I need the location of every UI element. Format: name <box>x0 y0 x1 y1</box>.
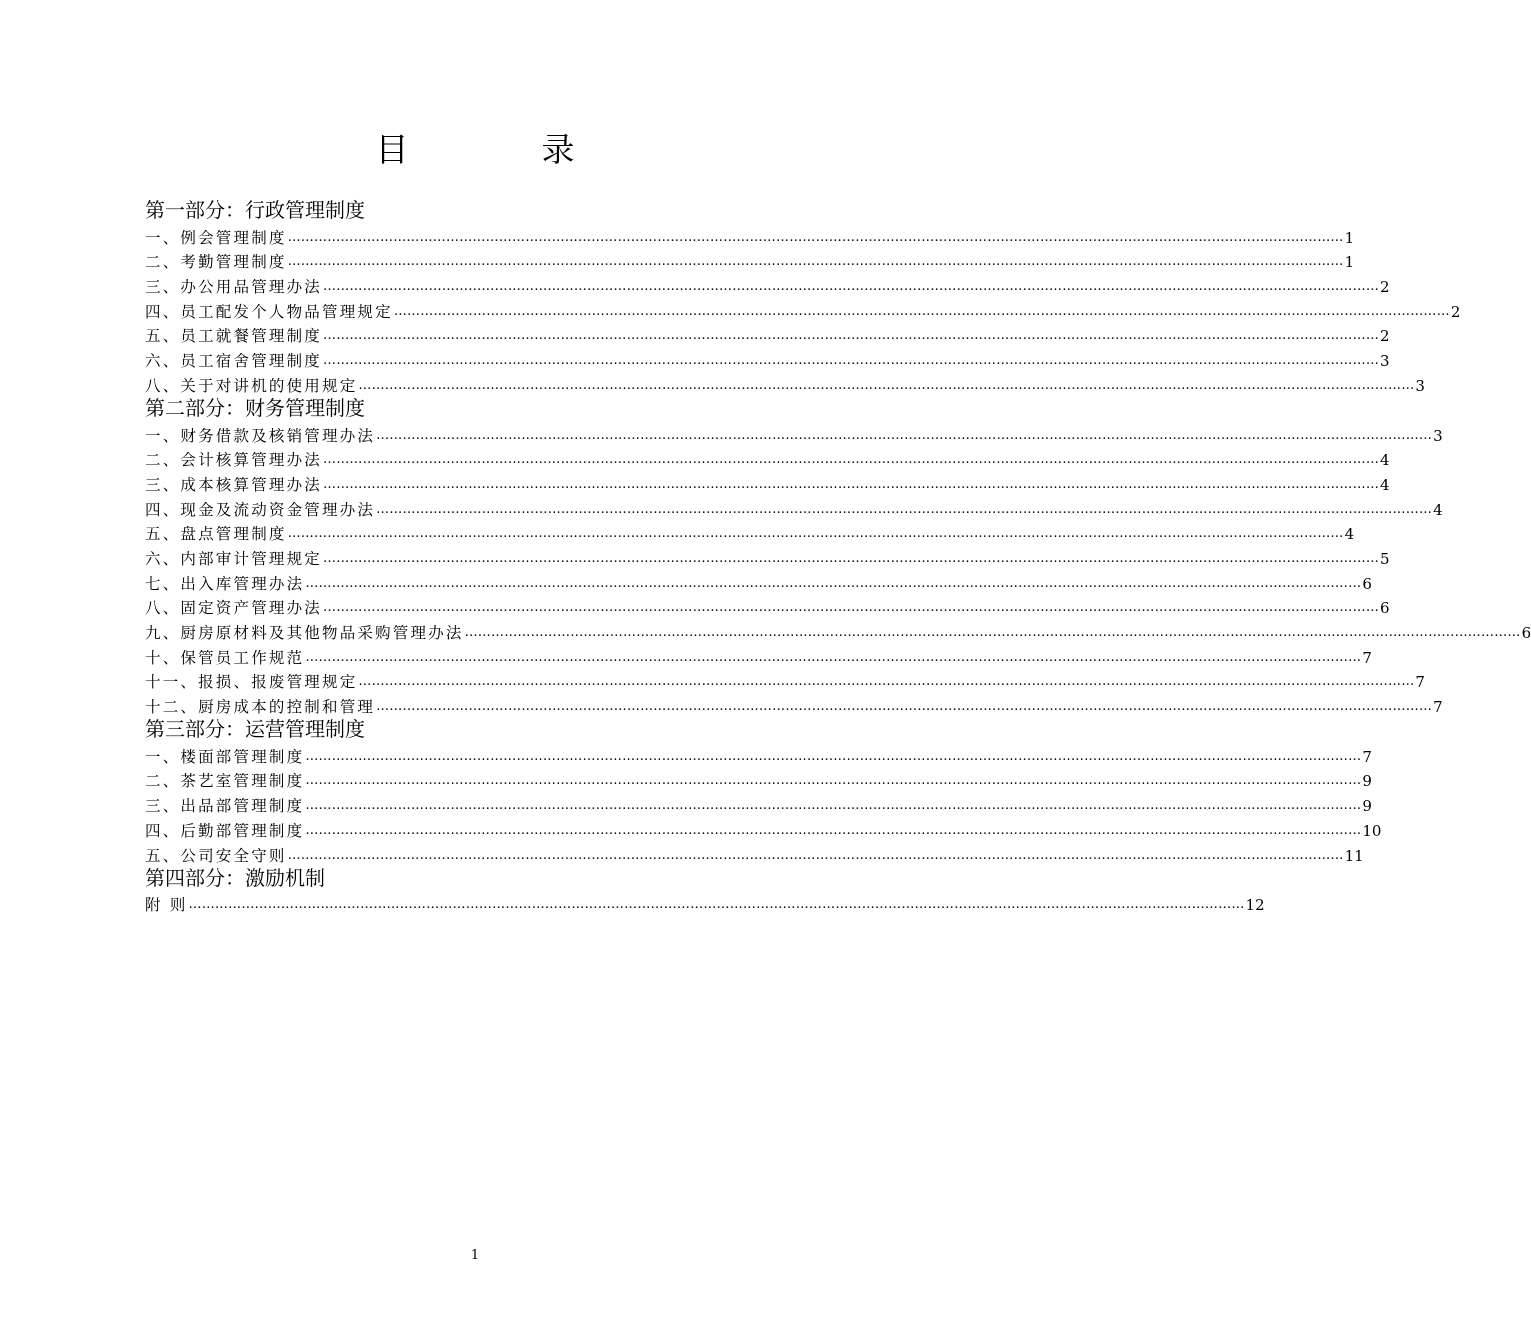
toc-entry[interactable] <box>145 643 1372 668</box>
toc-entry-label: 七、出入库管理办法 <box>145 574 305 593</box>
toc-entry-page: 4 <box>1380 475 1390 494</box>
toc-entry-page: 7 <box>1415 673 1425 692</box>
toc-entry-label: 五、公司安全守则 <box>145 846 287 865</box>
toc-section <box>145 395 1531 717</box>
dot-leader: …………………………………………………………………………………………………………………………………………………………………………………………………………………… <box>464 625 1521 640</box>
dot-leader: …………………………………………………………………………………………………………………………………………………………………………………………………………………… <box>287 526 1344 542</box>
table-of-contents <box>145 198 1531 915</box>
toc-entry[interactable] <box>145 569 1372 594</box>
toc-entry-page: 11 <box>1344 846 1364 865</box>
toc-entry-label: 四、现金及流动资金管理办法 <box>145 500 376 519</box>
toc-entry[interactable] <box>145 470 1390 495</box>
dot-leader: …………………………………………………………………………………………………………………………………………………………………………………………………………………… <box>287 254 1344 270</box>
toc-entry[interactable] <box>145 446 1390 471</box>
toc-entry-page: 1 <box>1344 228 1355 247</box>
toc-entry[interactable] <box>145 544 1390 569</box>
toc-entry-label: 十二、厨房成本的控制和管理 <box>145 698 376 717</box>
toc-entry[interactable] <box>145 594 1390 619</box>
toc-entry-label: 二、会计核算管理办法 <box>145 451 323 470</box>
toc-entry-page: 6 <box>1380 599 1390 618</box>
toc-entry[interactable] <box>145 272 1390 297</box>
dot-leader: …………………………………………………………………………………………………………………………………………………………………………………………………………………… <box>358 377 1415 393</box>
dot-leader: …………………………………………………………………………………………………………………………………………………………………………………………………………………… <box>376 501 1433 517</box>
toc-entry-page: 2 <box>1380 327 1390 346</box>
toc-entry[interactable] <box>145 223 1355 248</box>
toc-section <box>145 198 1461 396</box>
dot-leader: …………………………………………………………………………………………………………………………………………………………………………………………………………………… <box>393 303 1450 319</box>
toc-entry[interactable] <box>145 767 1372 792</box>
dot-leader: …………………………………………………………………………………………………………………………………………………………………………………………………………………… <box>376 427 1433 443</box>
toc-entry-page: 5 <box>1380 549 1390 568</box>
toc-entry-label: 一、财务借款及核销管理办法 <box>145 426 376 445</box>
toc-entry-page: 4 <box>1433 500 1443 519</box>
toc-entry-label: 五、盘点管理制度 <box>145 525 287 544</box>
toc-entry[interactable] <box>145 248 1355 273</box>
toc-entry[interactable] <box>145 346 1390 371</box>
toc-entry[interactable] <box>145 371 1425 396</box>
toc-entry-page: 1 <box>1344 253 1355 272</box>
toc-entry-page: 2 <box>1450 302 1461 321</box>
dot-leader: …………………………………………………………………………………………………………………………………………………………………………………………………………………… <box>305 575 1362 591</box>
dot-leader: …………………………………………………………………………………………………………………………………………………………………………………………………………………… <box>323 476 1380 492</box>
dot-leader: …………………………………………………………………………………………………………………………………………………………………………………………………………………… <box>323 600 1380 616</box>
dot-leader: …………………………………………………………………………………………………………………………………………………………………………………………………………………… <box>287 847 1344 863</box>
toc-entry[interactable] <box>145 742 1372 767</box>
dot-leader: …………………………………………………………………………………………………………………………………………………………………………………………………………………… <box>376 699 1433 715</box>
dot-leader: …………………………………………………………………………………………………………………………………………………………………………………………………………………… <box>305 798 1362 814</box>
section-heading[interactable]: 第三部分：运营管理制度 <box>145 717 365 742</box>
dot-leader: …………………………………………………………………………………………………………………………………………………………………………………………………………………… <box>305 822 1362 838</box>
dot-leader: …………………………………………………………………………………………………………………………………………………………………………………………………………………… <box>323 279 1380 295</box>
toc-entry-page: 4 <box>1344 525 1355 544</box>
toc-entry-label: 三、办公用品管理办法 <box>145 278 323 297</box>
toc-entry-page: 3 <box>1380 352 1390 371</box>
toc-entry-label: 三、出品部管理制度 <box>145 797 305 816</box>
dot-leader: …………………………………………………………………………………………………………………………………………………………………………………………………………………… <box>188 897 1245 913</box>
toc-entry-label: 八、关于对讲机的使用规定 <box>145 376 358 395</box>
section-heading[interactable]: 第二部分：财务管理制度 <box>145 395 365 420</box>
toc-entry[interactable] <box>145 322 1390 347</box>
toc-entry-label: 附 则 <box>145 896 188 915</box>
toc-entry-label: 三、成本核算管理办法 <box>145 475 323 494</box>
toc-entry-page: 9 <box>1362 797 1372 816</box>
toc-entry-label: 四、员工配发个人物品管理规定 <box>145 302 393 321</box>
dot-leader: …………………………………………………………………………………………………………………………………………………………………………………………………………………… <box>287 229 1344 245</box>
toc-entry[interactable] <box>145 841 1364 866</box>
toc-entry[interactable] <box>145 816 1382 841</box>
toc-entry[interactable] <box>145 297 1461 322</box>
toc-entry-label: 二、茶艺室管理制度 <box>145 772 305 791</box>
toc-entry-page: 3 <box>1415 376 1425 395</box>
toc-entry-label: 六、内部审计管理规定 <box>145 549 323 568</box>
section-heading[interactable]: 第四部分：激励机制 <box>145 865 325 890</box>
toc-entry[interactable] <box>145 668 1425 693</box>
toc-entry-label: 八、固定资产管理办法 <box>145 599 323 618</box>
page-title: 目 录 <box>375 130 625 169</box>
toc-entry-page: 6 <box>1362 574 1372 593</box>
toc-entry-page: 7 <box>1362 747 1372 766</box>
dot-leader: …………………………………………………………………………………………………………………………………………………………………………………………………………………… <box>323 328 1380 344</box>
dot-leader: …………………………………………………………………………………………………………………………………………………………………………………………………………………… <box>305 773 1362 789</box>
toc-entry[interactable] <box>145 791 1372 816</box>
dot-leader: …………………………………………………………………………………………………………………………………………………………………………………………………………………… <box>323 452 1380 468</box>
dot-leader: …………………………………………………………………………………………………………………………………………………………………………………………………………………… <box>358 674 1415 690</box>
toc-entry[interactable] <box>145 891 1265 916</box>
toc-entry-label: 十、保管员工作规范 <box>145 648 305 667</box>
dot-leader: …………………………………………………………………………………………………………………………………………………………………………………………………………………… <box>305 649 1362 665</box>
toc-entry-page: 12 <box>1245 896 1265 915</box>
toc-section <box>145 717 1382 865</box>
dot-leader: …………………………………………………………………………………………………………………………………………………………………………………………………………………… <box>305 748 1362 764</box>
toc-entry-label: 一、例会管理制度 <box>145 228 287 247</box>
toc-entry-label: 四、后勤部管理制度 <box>145 821 305 840</box>
toc-entry-label: 五、员工就餐管理制度 <box>145 327 323 346</box>
toc-entry-page: 2 <box>1380 278 1390 297</box>
toc-entry-page: 4 <box>1380 451 1390 470</box>
toc-entry-label: 十一、报损、报废管理规定 <box>145 673 358 692</box>
toc-entry-label: 二、考勤管理制度 <box>145 253 287 272</box>
toc-entry[interactable] <box>145 421 1443 446</box>
section-heading[interactable]: 第一部分：行政管理制度 <box>145 198 365 222</box>
toc-entry-label: 九、厨房原材料及其他物品采购管理办法 <box>145 624 464 642</box>
toc-entry[interactable] <box>145 495 1443 520</box>
toc-entry-page: 7 <box>1433 698 1443 717</box>
dot-leader: …………………………………………………………………………………………………………………………………………………………………………………………………………………… <box>323 550 1380 566</box>
toc-entry-page: 3 <box>1433 426 1443 445</box>
toc-entry-page: 9 <box>1362 772 1372 791</box>
toc-entry[interactable] <box>145 692 1443 717</box>
toc-entry-page: 7 <box>1362 648 1372 667</box>
toc-section <box>145 865 1265 916</box>
dot-leader: …………………………………………………………………………………………………………………………………………………………………………………………………………………… <box>323 353 1380 369</box>
toc-entry[interactable] <box>145 520 1355 545</box>
toc-entry-label: 一、楼面部管理制度 <box>145 747 305 766</box>
toc-entry-page: 6 <box>1521 624 1531 642</box>
toc-entry[interactable] <box>145 618 1531 643</box>
page-number: 1 <box>470 1248 480 1263</box>
toc-entry-label: 六、员工宿舍管理制度 <box>145 352 323 371</box>
toc-entry-page: 10 <box>1362 821 1382 840</box>
